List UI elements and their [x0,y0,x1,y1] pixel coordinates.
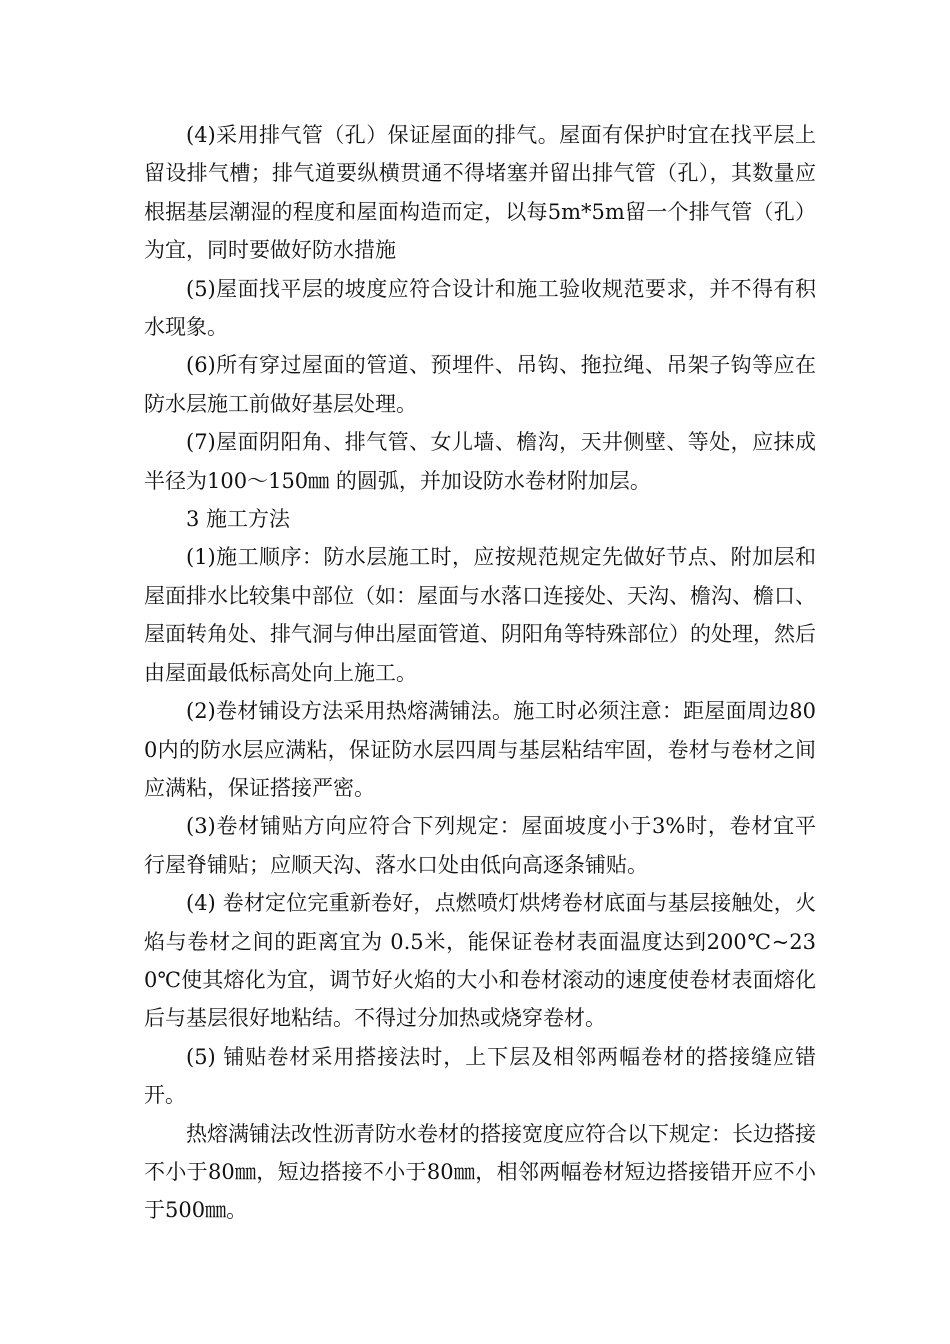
section-heading-construction-method: 3 施工方法 [186,507,291,532]
paragraph-lap-width: 热熔满铺法改性沥青防水卷材的搭接宽度应符合以下规定：长边搭接不小于80㎜，短边搭接不小于80㎜，相邻两幅卷材短边搭接错开应不小于500㎜。 [144,1121,816,1223]
paragraph-leveling-slope: (5)屋面找平层的坡度应符合设计和施工验收规范要求，并不得有积水现象。 [144,276,816,340]
paragraph-laying-direction: (3)卷材铺贴方向应符合下列规定：屋面坡度小于3%时，卷材宜平行屋脊铺贴；应顺天沟、落水口处由低向高逐条铺贴。 [144,814,816,877]
paragraph-corner-arcs: (7)屋面阴阳角、排气管、女儿墙、檐沟，天井侧壁、等处，应抹成半径为100～150㎜ 的圆弧，并加设防水卷材附加层。 [144,430,816,493]
paragraph-exhaust-pipe: (4)采用排气管（孔）保证屋面的排气。屋面有保护时宜在找平层上留设排气槽；排气道要纵横贯通不得堵塞并留出排气管（孔），其数量应根据基层潮湿的程度和屋面构造而定，以每5m*5m留一个排气管（孔）为宜，同时要做好防水措施 [144,123,816,263]
paragraph-construction-sequence: (1)施工顺序：防水层施工时，应按规范规定先做好节点、附加层和屋面排水比较集中部位（如：屋面与水落口连接处、天沟、檐沟、檐口、屋面转角处、排气洞与伸出屋面管道、阴阳角等特殊部位）的处理，然后由屋面最低标高处向上施工。 [144,545,816,685]
document-body [144,116,816,1230]
paragraph-lap-joints: (5) 铺贴卷材采用搭接法时，上下层及相邻两幅卷材的搭接缝应错开。 [144,1044,816,1108]
paragraph-laying-method: (2)卷材铺设方法采用热熔满铺法。施工时必须注意：距屋面周边800内的防水层应满粘，保证防水层四周与基层粘结牢固，卷材与卷材之间应满粘，保证搭接严密。 [144,699,816,800]
paragraph-penetrations: (6)所有穿过屋面的管道、预埋件、吊钩、拖拉绳、吊架子钩等应在防水层施工前做好基层处理。 [144,353,816,416]
paragraph-torch-heating: (4) 卷材定位完重新卷好，点燃喷灯烘烤卷材底面与基层接触处，火焰与卷材之间的距离宜为 0.5米，能保证卷材表面温度达到200℃~230℃使其熔化为宜，调节好火焰的大小和卷材滚动的速度使卷材表面熔化后与基层很好地粘结。不得过分加热或烧穿卷材。 [144,891,816,1031]
